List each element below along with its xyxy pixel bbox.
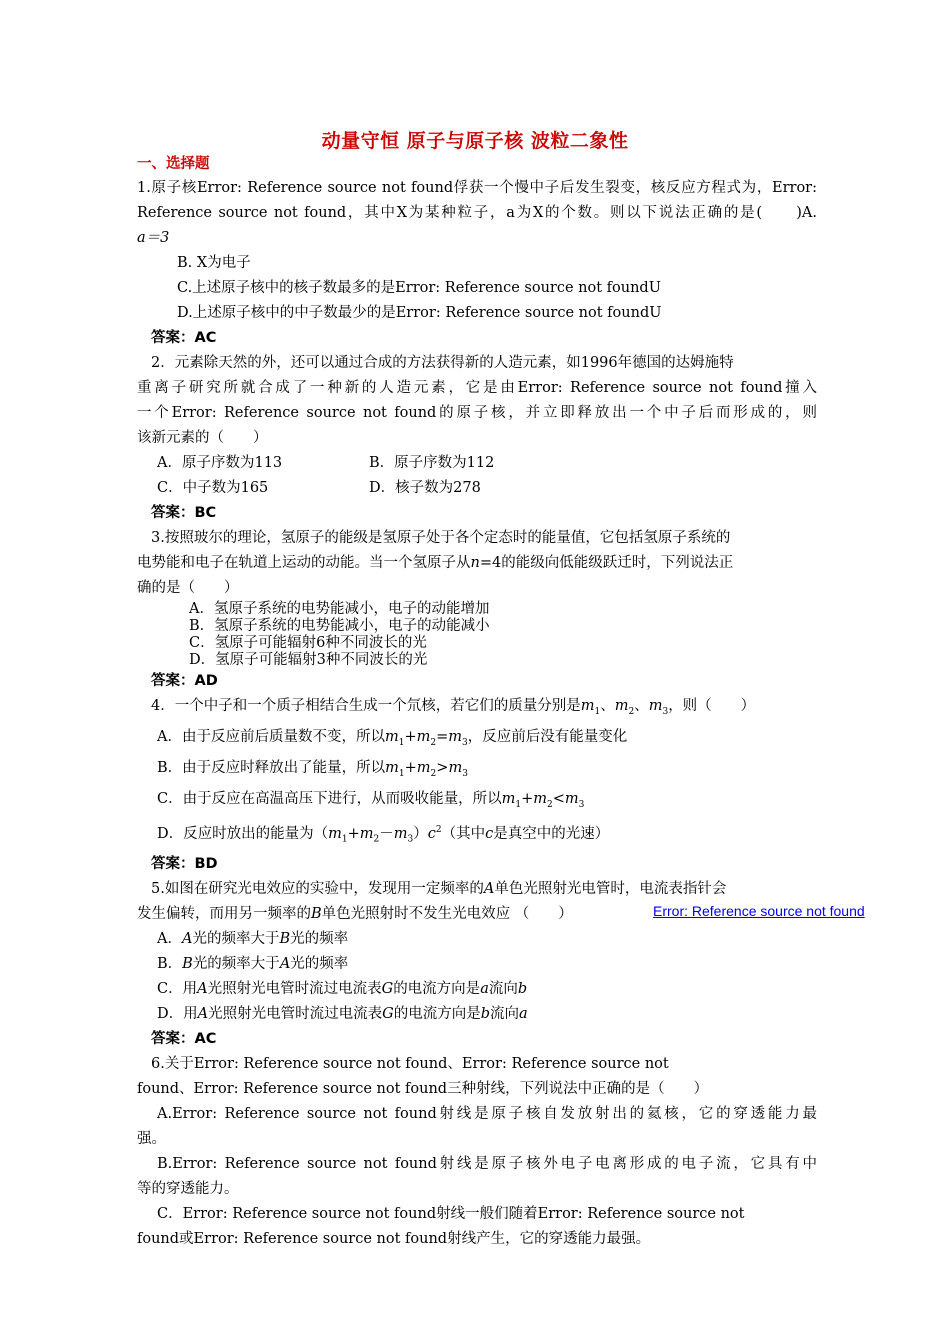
text-run: ）	[413, 825, 428, 842]
option-d: D.上述原子核中的中子数最少的是Error: Reference source not foundU	[177, 305, 662, 321]
question-3	[137, 526, 817, 694]
variable: a	[519, 1006, 528, 1023]
option-d: D．氢原子可能辐射3种不同波长的光	[189, 652, 428, 668]
option-d	[137, 818, 817, 853]
option-b: B. X为电子	[177, 255, 251, 271]
text-run: D．用	[157, 1006, 198, 1023]
text-run: B．	[157, 956, 183, 973]
question-text: a＝3	[137, 230, 170, 246]
variable: m	[448, 728, 463, 745]
question-text: 6.关于Error: Reference source not found、Error: Reference source not	[151, 1056, 669, 1073]
answer: 答案：AD	[151, 673, 218, 689]
text-run: B．由于反应时释放出了能量，所以	[157, 759, 386, 776]
answer: 答案：BD	[151, 856, 218, 873]
variable: B	[311, 906, 322, 923]
variable: b	[517, 981, 528, 998]
text-run: 光的频率	[290, 931, 349, 948]
subscript: 1	[341, 834, 348, 845]
text-run: ，则（ ）	[668, 698, 756, 714]
subscript: 1	[594, 706, 601, 717]
variable: A	[483, 881, 495, 898]
option-a-cont: 强。	[137, 1131, 166, 1148]
variable: G	[381, 981, 394, 998]
variable: c	[427, 825, 436, 842]
variable: m	[359, 825, 374, 842]
text-run: 光的频率大于	[192, 956, 280, 973]
question-text: 3.按照玻尔的理论，氢原子的能级是氢原子处于各个定态时的能量值，它包括氢原子系统的	[151, 530, 731, 546]
text-run: 流向	[490, 1006, 520, 1023]
text-run: 5.如图在研究光电效应的实验中，发现用一定频率的	[151, 881, 484, 898]
question-text: Reference source not found，其中X为某种粒子，a为X的个数。则以下说法正确的是( )A.	[137, 205, 817, 221]
text-run: 发生偏转，而用另一频率的	[137, 906, 311, 923]
subscript: 2	[628, 706, 635, 717]
subscript: 3	[407, 834, 414, 845]
operator: +	[521, 790, 534, 807]
question-1	[137, 176, 817, 351]
text-run: A．	[157, 931, 182, 948]
option-b	[137, 952, 817, 977]
question-5	[137, 877, 817, 1052]
option-a: A．氢原子系统的电势能减小，电子的动能增加	[189, 601, 490, 617]
variable: m	[393, 825, 408, 842]
variable: n	[470, 555, 480, 571]
question-text: 重离子研究所就合成了一种新的人造元素，它是由Error: Reference source not found撞入	[137, 380, 817, 396]
text-run: C．由于反应在高温高压下进行，从而吸收能量，所以	[157, 790, 502, 807]
section-heading: 一、选择题	[137, 156, 210, 172]
option-d: D．核子数为278	[369, 480, 481, 496]
option-c: C．中子数为165	[157, 480, 269, 496]
variable: m	[384, 728, 399, 745]
option-c-cont: found或Error: Reference source not found射线产生，它的穿透能力最强。	[137, 1231, 651, 1248]
text-run: A．由于反应前后质量数不变，所以	[157, 728, 385, 745]
subscript: 2	[546, 799, 553, 810]
text-run: 、	[600, 698, 615, 714]
variable: G	[382, 1006, 394, 1023]
subscript: 3	[578, 799, 585, 810]
variable: A	[181, 931, 193, 948]
question-4	[137, 694, 817, 877]
option-b: B．氢原子系统的电势能减小，电子的动能减小	[189, 618, 490, 634]
options-row	[137, 451, 817, 476]
variable: A	[197, 1006, 209, 1023]
option-b: B．原子序数为112	[369, 455, 495, 471]
subscript: 3	[662, 706, 669, 717]
operator: >	[436, 759, 449, 776]
text-run: 光的频率	[290, 956, 349, 973]
question-text	[137, 694, 817, 725]
variable: B	[279, 931, 291, 948]
question-text: 1.原子核Error: Reference source not found俘获一个慢中子后发生裂变，核反应方程式为，Error:	[137, 180, 817, 196]
operator: +	[404, 728, 417, 745]
answer: 答案：BC	[151, 505, 217, 521]
option-c: C．Error: Reference source not found射线一般们随着Error: Reference source not	[157, 1206, 745, 1223]
answer: 答案：AC	[151, 1031, 217, 1048]
subscript: 1	[515, 799, 522, 810]
variable: A	[197, 981, 208, 998]
text-run: 4．一个中子和一个质子相结合生成一个氘核，若它们的质量分别是	[151, 698, 581, 714]
option-c: C．氢原子可能辐射6种不同波长的光	[189, 635, 427, 651]
variable: c	[485, 825, 494, 842]
option-b	[137, 756, 817, 787]
subscript: 1	[398, 737, 405, 748]
variable: m	[614, 698, 629, 714]
question-text: 2．元素除天然的外，还可以通过合成的方法获得新的人造元素，如1996年德国的达姆施特	[151, 355, 734, 371]
question-2	[137, 351, 817, 526]
variable: a	[480, 981, 489, 998]
variable: m	[416, 728, 431, 745]
operator: =	[436, 728, 449, 745]
question-text	[137, 877, 817, 902]
text-run: 的电流方向是	[393, 981, 481, 998]
option-b: B.Error: Reference source not found射线是原子核外电子电离形成的电子流，它具有中	[157, 1156, 817, 1173]
question-text: found、Error: Reference source not found三种射线，下列说法中正确的是（ ）	[137, 1081, 709, 1098]
text-run: 、	[634, 698, 649, 714]
figure-reference-error-link[interactable]: Error: Reference source not found	[653, 903, 865, 919]
text-run: 电势能和电子在轨道上运动的动能。当一个氢原子从	[137, 555, 471, 571]
text-run: ，反应前后没有能量变化	[467, 728, 628, 745]
subscript: 3	[462, 768, 468, 779]
subscript: 2	[430, 768, 437, 779]
option-a	[137, 725, 817, 756]
question-6	[137, 1052, 817, 1252]
text-run: 是真空中的光速）	[493, 825, 610, 842]
operator: －	[379, 825, 394, 842]
text-run: =4的能级向低能级跃迁时，下列说法正	[479, 555, 734, 571]
option-a	[137, 927, 817, 952]
variable: b	[480, 1006, 491, 1023]
option-a: A．原子序数为113	[157, 455, 283, 471]
text-run: 光的频率大于	[192, 931, 280, 948]
question-text: 一个Error: Reference source not found的原子核，并立即释放出一个中子后而形成的，则	[137, 405, 817, 421]
question-text	[137, 902, 817, 927]
variable: m	[580, 698, 595, 714]
variable: B	[182, 956, 193, 973]
variable: m	[416, 759, 431, 776]
text-run: 光照射光电管时流过电流表	[207, 981, 382, 998]
option-c	[137, 977, 817, 1002]
option-c: C.上述原子核中的核子数最多的是Error: Reference source not foundU	[177, 280, 661, 296]
options-row	[137, 476, 817, 501]
operator: +	[404, 759, 417, 776]
answer: 答案：AC	[151, 330, 217, 346]
question-text	[137, 551, 817, 576]
option-c	[137, 787, 817, 818]
option-b-cont: 等的穿透能力。	[137, 1181, 239, 1198]
variable: m	[385, 759, 399, 776]
question-list	[137, 176, 817, 1252]
variable: m	[648, 698, 663, 714]
subscript: 3	[462, 737, 468, 748]
subscript: 2	[373, 834, 380, 845]
question-text: 确的是（ ）	[137, 580, 239, 596]
option-d	[137, 1002, 817, 1027]
text-run: 单色光照射时不发生光电效应 （ ）	[321, 906, 573, 923]
page-title: 动量守恒 原子与原子核 波粒二象性	[321, 130, 629, 152]
text-run: （其中	[441, 825, 486, 842]
subscript: 1	[398, 768, 405, 779]
variable: m	[448, 759, 463, 776]
text-run: D．反应时放出的能量为（	[157, 825, 329, 842]
question-text: 该新元素的（ ）	[137, 430, 268, 446]
superscript: 2	[435, 824, 442, 835]
operator: +	[347, 825, 360, 842]
text-run: 的电流方向是	[393, 1006, 481, 1023]
variable: A	[279, 956, 291, 973]
operator: <	[552, 790, 565, 807]
text-run: C．用	[157, 981, 198, 998]
text-run: 光照射光电管时流过电流表	[208, 1006, 383, 1023]
text-run: 流向	[488, 981, 518, 998]
variable: m	[501, 790, 516, 807]
option-a: A.Error: Reference source not found射线是原子核自发放射出的氦核，它的穿透能力最	[157, 1106, 817, 1123]
variable: m	[564, 790, 579, 807]
text-run: 单色光照射光电管时，电流表指针会	[494, 881, 727, 898]
subscript: 2	[430, 737, 437, 748]
variable: m	[328, 825, 342, 842]
variable: m	[533, 790, 547, 807]
